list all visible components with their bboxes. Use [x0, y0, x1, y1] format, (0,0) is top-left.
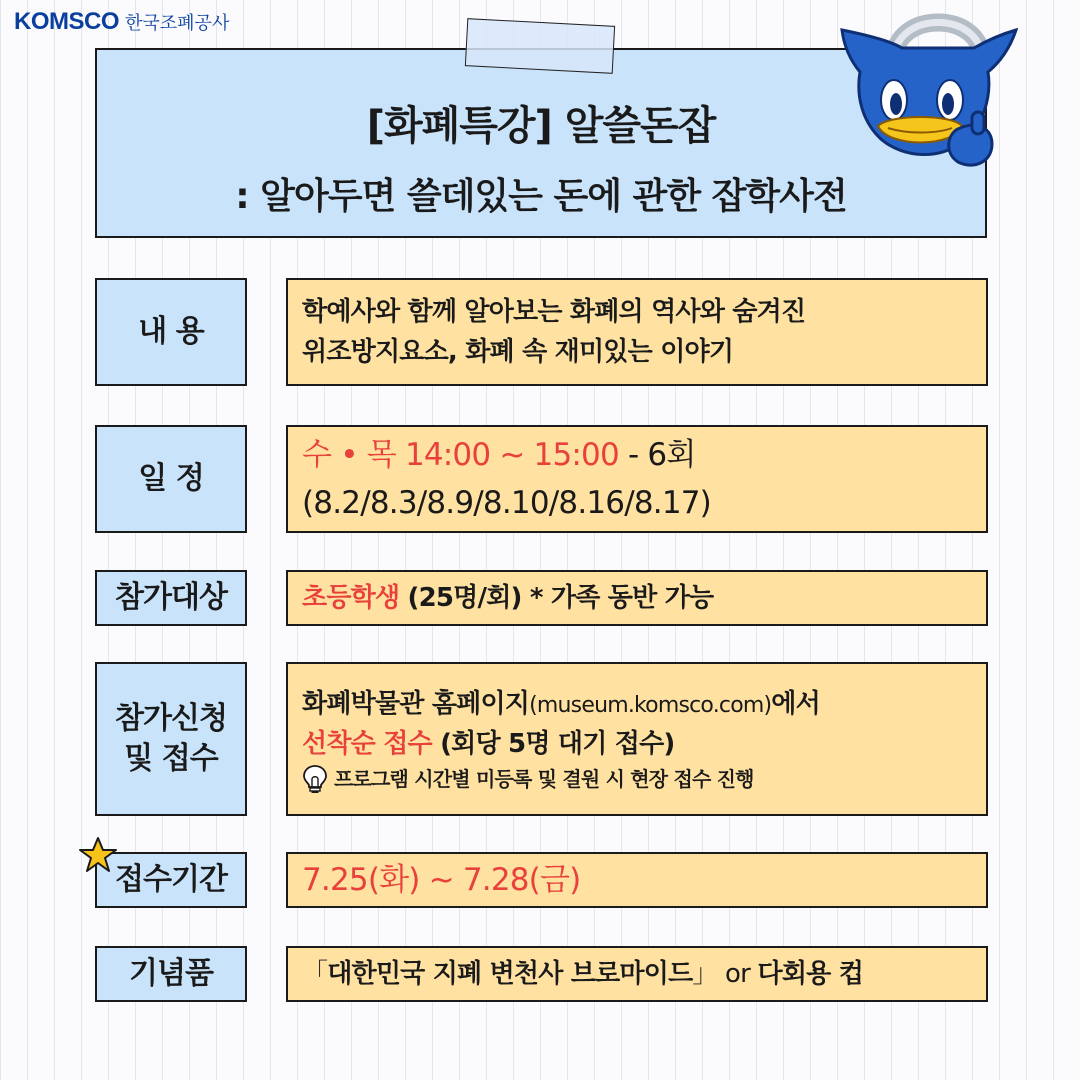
- apply-homepage: 화폐박물관 홈페이지: [302, 688, 530, 719]
- label-period: 접수기간: [95, 852, 247, 908]
- target-highlight: 초등학생: [302, 582, 400, 613]
- period-value: 7.25(화) ~ 7.28(금): [302, 861, 581, 898]
- gift-box: [286, 946, 988, 1002]
- apply-waitlist: (회당 5명 대기 접수): [431, 729, 675, 759]
- label-apply: [95, 662, 247, 816]
- content-line-1: 학예사와 함께 알아보는 화폐의 역사와 숨겨진: [302, 296, 806, 327]
- apply-note-text: 프로그램 시간별 미등록 및 결원 시 현장 접수 진행: [334, 767, 754, 792]
- label-apply-line-1: 참가신청: [115, 700, 227, 736]
- target-box: [286, 570, 988, 626]
- period-box: [286, 852, 988, 908]
- title-main: [화폐특강] 알쓸돈잡: [366, 103, 716, 149]
- label-content: 내 용: [95, 278, 247, 386]
- apply-at: 에서: [771, 688, 820, 719]
- tape-decoration: [465, 18, 615, 74]
- gift-item: 대한민국 지폐 변천사 브로마이드: [327, 958, 693, 989]
- apply-line-2: [302, 724, 972, 764]
- content-line-2: 위조방지요소, 화폐 속 재미있는 이야기: [302, 337, 734, 367]
- label-apply-line-2: 및 접수: [124, 741, 218, 776]
- apply-url: (museum.komsco.com): [529, 692, 772, 718]
- gift-bracket-close: 」: [692, 958, 718, 989]
- schedule-dates: (8.2/8.3/8.9/8.10/8.16/8.17): [302, 485, 711, 521]
- gift-line: [302, 954, 972, 994]
- content-description: [286, 278, 988, 386]
- star-icon: [78, 836, 118, 874]
- schedule-time: 수 • 목 14:00 ~ 15:00: [302, 436, 619, 473]
- gift-alt: 다회용 컵: [757, 958, 864, 989]
- target-line: [302, 578, 972, 618]
- gift-or: or: [717, 958, 758, 989]
- target-rest: (25명/회) * 가족 동반 가능: [399, 582, 714, 613]
- apply-note: [302, 764, 972, 794]
- label-schedule: 일 정: [95, 425, 247, 533]
- schedule-time-line: [302, 431, 972, 479]
- logo-english: KOMSCO: [14, 8, 119, 35]
- lightbulb-icon: [302, 764, 328, 794]
- schedule-sessions: - 6회: [618, 436, 696, 473]
- logo-korean: 한국조폐공사: [125, 13, 230, 34]
- gift-bracket-open: 「: [302, 958, 328, 989]
- komsco-logo: [14, 8, 229, 36]
- apply-line-1: [302, 684, 972, 724]
- title-sub: : 알아두면 쓸데있는 돈에 관한 잡학사전: [235, 176, 847, 217]
- apply-box: [286, 662, 988, 816]
- label-target: 참가대상: [95, 570, 247, 626]
- schedule-box: [286, 425, 988, 533]
- apply-highlight: 선착순 접수: [302, 729, 432, 759]
- mascot-character: [832, 2, 1018, 180]
- label-gift: 기념품: [95, 946, 247, 1002]
